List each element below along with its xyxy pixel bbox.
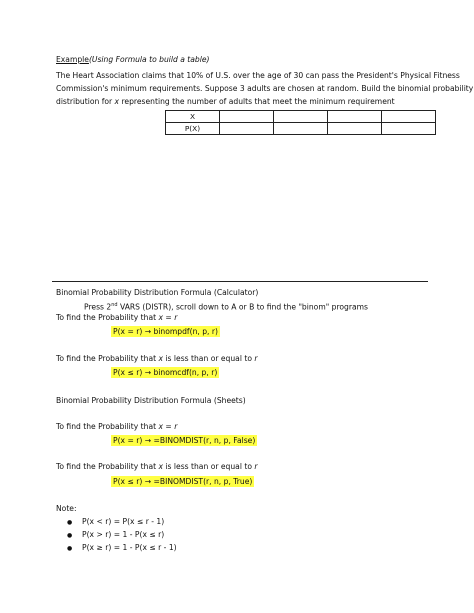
example-subtitle: (Using Formula to build a table) [88,55,210,64]
problem-line-2: Commission's minimum requirements. Suppose 3 adults are chosen at random. Build the binomial probability [56,84,474,93]
note-item: P(x ≥ r) = 1 - P(x ≤ r - 1) [82,543,177,552]
table-cell [382,123,436,135]
table-row [166,123,436,135]
sheets-le-formula: P(x ≤ r) → =BINOMDIST(r, n, p, True) [113,477,253,486]
table-cell [274,123,328,135]
section-divider [52,281,428,282]
table-cell [382,111,436,123]
table-header-x: X [166,111,220,123]
probability-table [165,110,436,135]
calc-le-formula: P(x ≤ r) → binomcdf(n, p, r) [113,368,218,377]
table-cell [274,111,328,123]
table-cell [328,111,382,123]
calculator-instructions: Press 2nd VARS (DISTR), scroll down to A or B to find the "binom" programs [84,302,369,312]
table-cell [220,123,274,135]
note-label: Note: [56,504,77,513]
calculator-heading: Binomial Probability Distribution Formula (Calculator) [56,288,259,297]
table-header-px: P(X) [166,123,220,135]
table-row [166,111,436,123]
bullet-icon: ● [67,519,73,526]
sheets-equal-formula: P(x = r) → =BINOMDIST(r, n, p, False) [113,436,256,445]
sheets-equal-label: To find the Probability that x = r [56,422,178,431]
example-heading [56,55,210,65]
problem-line-1: The Heart Association claims that 10% of U.S. over the age of 30 can pass the President's Physical Fitness [56,71,460,80]
bullet-icon: ● [67,532,73,539]
sheets-heading: Binomial Probability Distribution Formula (Sheets) [56,396,246,405]
sheets-le-label: To find the Probability that x is less than or equal to r [56,462,258,471]
calc-le-label: To find the Probability that x is less than or equal to r [56,354,258,363]
calc-equal-label: To find the Probability that x = r [56,313,178,322]
problem-line-3: distribution for x representing the number of adults that meet the minimum requirement [56,97,395,106]
calc-equal-formula: P(x = r) → binompdf(n, p, r) [113,327,218,336]
note-item: P(x < r) = P(x ≤ r - 1) [82,517,165,526]
example-label: Example [56,55,89,64]
note-item: P(x > r) = 1 - P(x ≤ r) [82,530,165,539]
table-cell [328,123,382,135]
table-cell [220,111,274,123]
bullet-icon: ● [67,545,73,552]
